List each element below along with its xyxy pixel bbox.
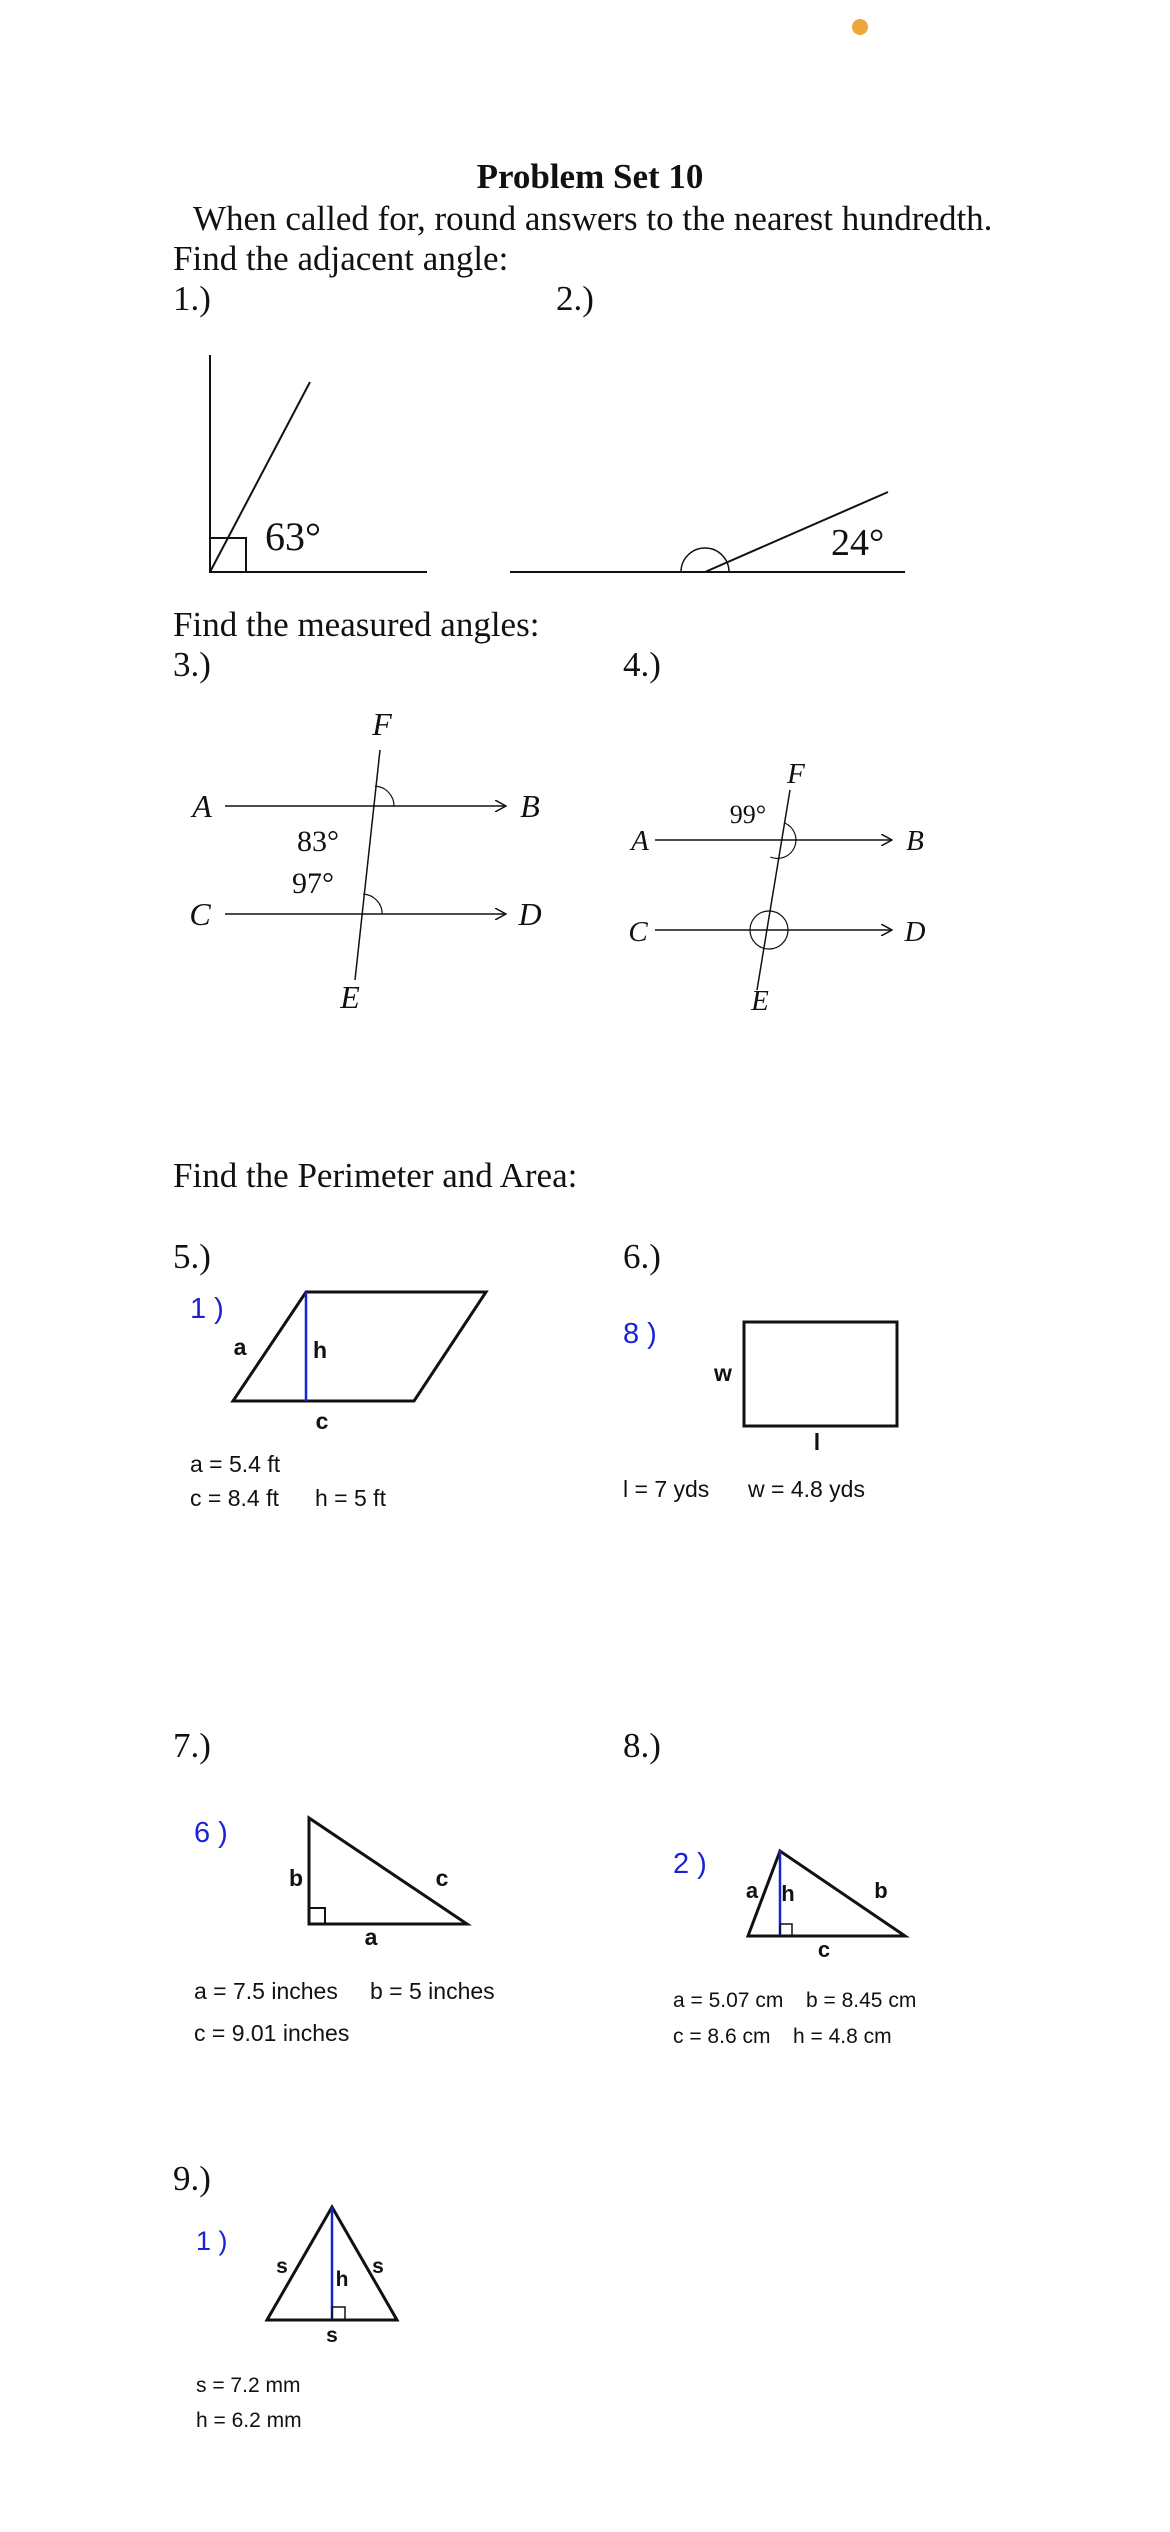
side-label-a: a <box>233 1334 247 1360</box>
problem-number: 8.) <box>623 1726 661 1765</box>
angle-label: 24° <box>831 522 885 564</box>
problem-tag: 2 ) <box>673 1848 707 1880</box>
problem-tag: 1 ) <box>190 1293 224 1325</box>
problem-tag: 6 ) <box>194 1817 228 1849</box>
problem-number: 7.) <box>173 1726 211 1765</box>
problem-number: 3.) <box>173 645 211 684</box>
problem-2 <box>510 279 905 572</box>
point-label-e: E <box>340 979 360 1015</box>
problem-number: 9.) <box>173 2159 211 2198</box>
given-value: c = 8.6 cm <box>673 2025 771 2048</box>
status-dot <box>852 19 868 35</box>
instructions-text: When called for, round answers to the nearest hundredth. <box>193 199 993 238</box>
given-value: b = 8.45 cm <box>806 1989 917 2012</box>
given-value: s = 7.2 mm <box>196 2374 301 2397</box>
given-value: c = 9.01 inches <box>194 2020 350 2046</box>
point-label-a: A <box>631 825 649 857</box>
point-label-b: B <box>520 788 540 824</box>
problem-9 <box>173 2159 397 2432</box>
diagram-parallel-lines <box>655 790 892 990</box>
side-label-s-base: s <box>326 2324 338 2347</box>
problem-number: 6.) <box>623 1237 661 1276</box>
side-label-h: h <box>335 2268 349 2291</box>
side-label-a: a <box>364 1924 378 1950</box>
section-heading-measured: Find the measured angles: <box>173 605 540 644</box>
point-label-f: F <box>372 706 392 742</box>
point-label-d: D <box>904 916 926 948</box>
given-value: l = 7 yds <box>623 1476 710 1502</box>
section-heading-perimeter-area: Find the Perimeter and Area: <box>173 1156 578 1195</box>
rectangle-shape <box>744 1322 897 1426</box>
angle-label-1: 99° <box>729 800 767 829</box>
side-label-c: c <box>315 1408 329 1434</box>
point-label-f: F <box>787 758 805 790</box>
given-value: h = 5 ft <box>315 1485 386 1511</box>
parallelogram-shape <box>233 1292 486 1401</box>
side-label-s-right: s <box>372 2255 384 2278</box>
angle-label-2: 97° <box>292 867 334 900</box>
given-value: c = 8.4 ft <box>190 1485 279 1511</box>
angle-label-1: 83° <box>297 825 339 858</box>
side-label-c: c <box>435 1865 449 1891</box>
side-label-a: a <box>745 1878 759 1903</box>
angle-label: 63° <box>265 514 321 559</box>
given-value: h = 4.8 cm <box>793 2025 892 2048</box>
given-value: a = 5.4 ft <box>190 1451 281 1477</box>
section-heading-adjacent: Find the adjacent angle: <box>173 239 509 278</box>
problem-3 <box>173 645 542 1015</box>
side-label-b: b <box>874 1878 888 1903</box>
problem-tag: 1 ) <box>196 2226 228 2256</box>
problem-8 <box>623 1726 916 2048</box>
point-label-c: C <box>628 916 648 948</box>
side-label-h: h <box>781 1881 795 1906</box>
problem-number: 1.) <box>173 279 211 318</box>
given-value: a = 7.5 inches <box>194 1978 338 2004</box>
problem-1 <box>173 279 427 572</box>
problem-5 <box>173 1237 486 1511</box>
point-label-a: A <box>192 788 212 824</box>
side-label-c: c <box>817 1937 831 1962</box>
problem-4 <box>623 645 926 1017</box>
page-title: Problem Set 10 <box>476 157 704 196</box>
given-value: b = 5 inches <box>370 1978 495 2004</box>
diagram-parallel-lines <box>225 750 506 980</box>
problem-number: 2.) <box>556 279 594 318</box>
side-label-b: b <box>288 1865 304 1891</box>
given-value: h = 6.2 mm <box>196 2409 302 2432</box>
side-label-l: l <box>813 1429 821 1455</box>
problem-number: 5.) <box>173 1237 211 1276</box>
point-label-d: D <box>518 896 542 932</box>
given-value: w = 4.8 yds <box>748 1476 865 1502</box>
point-label-c: C <box>189 896 211 932</box>
side-label-h: h <box>312 1337 328 1363</box>
problem-6 <box>623 1237 897 1502</box>
problem-7 <box>173 1726 495 2046</box>
side-label-s-left: s <box>276 2255 288 2278</box>
side-label-w: w <box>714 1360 732 1386</box>
point-label-b: B <box>906 825 924 857</box>
problem-number: 4.) <box>623 645 661 684</box>
point-label-e: E <box>751 985 769 1017</box>
problem-tag: 8 ) <box>623 1318 657 1350</box>
given-value: a = 5.07 cm <box>673 1989 784 2012</box>
